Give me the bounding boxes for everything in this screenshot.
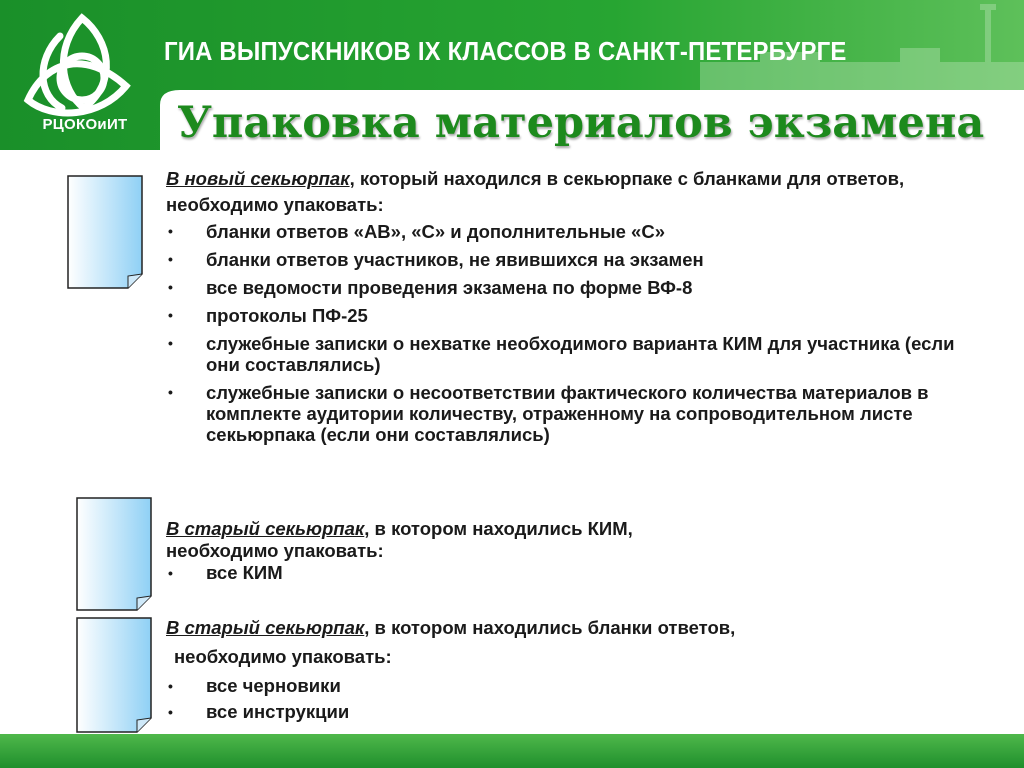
- bullet-icon: •: [168, 279, 173, 295]
- package-icon-old-kim: [75, 496, 153, 612]
- section3-lead: [166, 617, 986, 639]
- package-icon-new: [66, 174, 144, 290]
- section1-list: [166, 221, 986, 445]
- list-item: • все КИМ: [168, 562, 283, 583]
- footer-bar: [0, 734, 1024, 768]
- section2-list: [166, 562, 986, 584]
- page-title: Упаковка материалов экзамена: [177, 98, 985, 148]
- banner-title: ГИА ВЫПУСКНИКОВ IX КЛАССОВ В САНКТ-ПЕТЕРБУРГЕ: [164, 36, 847, 66]
- bullet-icon: •: [168, 384, 173, 400]
- list-item: • бланки ответов участников, не явившихся на экзамен: [168, 249, 704, 270]
- section1-lead-em: В новый секьюрпак: [166, 168, 350, 189]
- list-item: • все ведомости проведения экзамена по форме ВФ-8: [168, 277, 693, 298]
- package-icon-old-answers: [75, 616, 153, 734]
- bullet-icon: •: [168, 565, 173, 581]
- section-old-package-kim: [166, 518, 986, 584]
- list-item: • протоколы ПФ-25: [168, 305, 368, 326]
- bullet-icon: •: [168, 223, 173, 239]
- bullet-icon: •: [168, 335, 173, 351]
- bullet-icon: •: [168, 251, 173, 267]
- bullet-icon: •: [168, 704, 173, 720]
- section1-lead: [166, 168, 986, 189]
- section-new-package: [166, 168, 986, 452]
- org-name: РЦОКОиИТ: [42, 116, 128, 133]
- section2-lead-rest: , в котором находились КИМ,: [364, 518, 633, 539]
- section1-lead-rest: , который находился в секьюрпаке с бланками для ответов,: [349, 168, 905, 189]
- list-item: • служебные записки о нехватке необходимого варианта КИМ для участника (если они составлялись): [168, 333, 955, 375]
- list-item: • служебные записки о несоответствии фактического количества материалов в комплекте аудитории количеству, отраженному на сопроводительном листе секьюрпака (если они составлялись): [168, 382, 929, 445]
- section3-lead-rest: , в котором находились бланки ответов,: [364, 617, 736, 638]
- section-old-package-answers: [166, 617, 986, 727]
- section3-sub: необходимо упаковать:: [174, 646, 392, 667]
- section3-list: [166, 675, 986, 723]
- bullet-icon: •: [168, 678, 173, 694]
- list-item: • бланки ответов «АВ», «С» и дополнительные «С»: [168, 221, 665, 242]
- bullet-icon: •: [168, 307, 173, 323]
- section2-lead-em: В старый секьюрпак: [166, 518, 365, 539]
- section2-lead: [166, 518, 986, 540]
- section3-lead-em: В старый секьюрпак: [166, 617, 365, 638]
- list-item: • все инструкции: [168, 701, 350, 722]
- section2-sub: необходимо упаковать:: [166, 540, 384, 561]
- section1-sub: необходимо упаковать:: [166, 194, 384, 215]
- list-item: • все черновики: [168, 675, 341, 696]
